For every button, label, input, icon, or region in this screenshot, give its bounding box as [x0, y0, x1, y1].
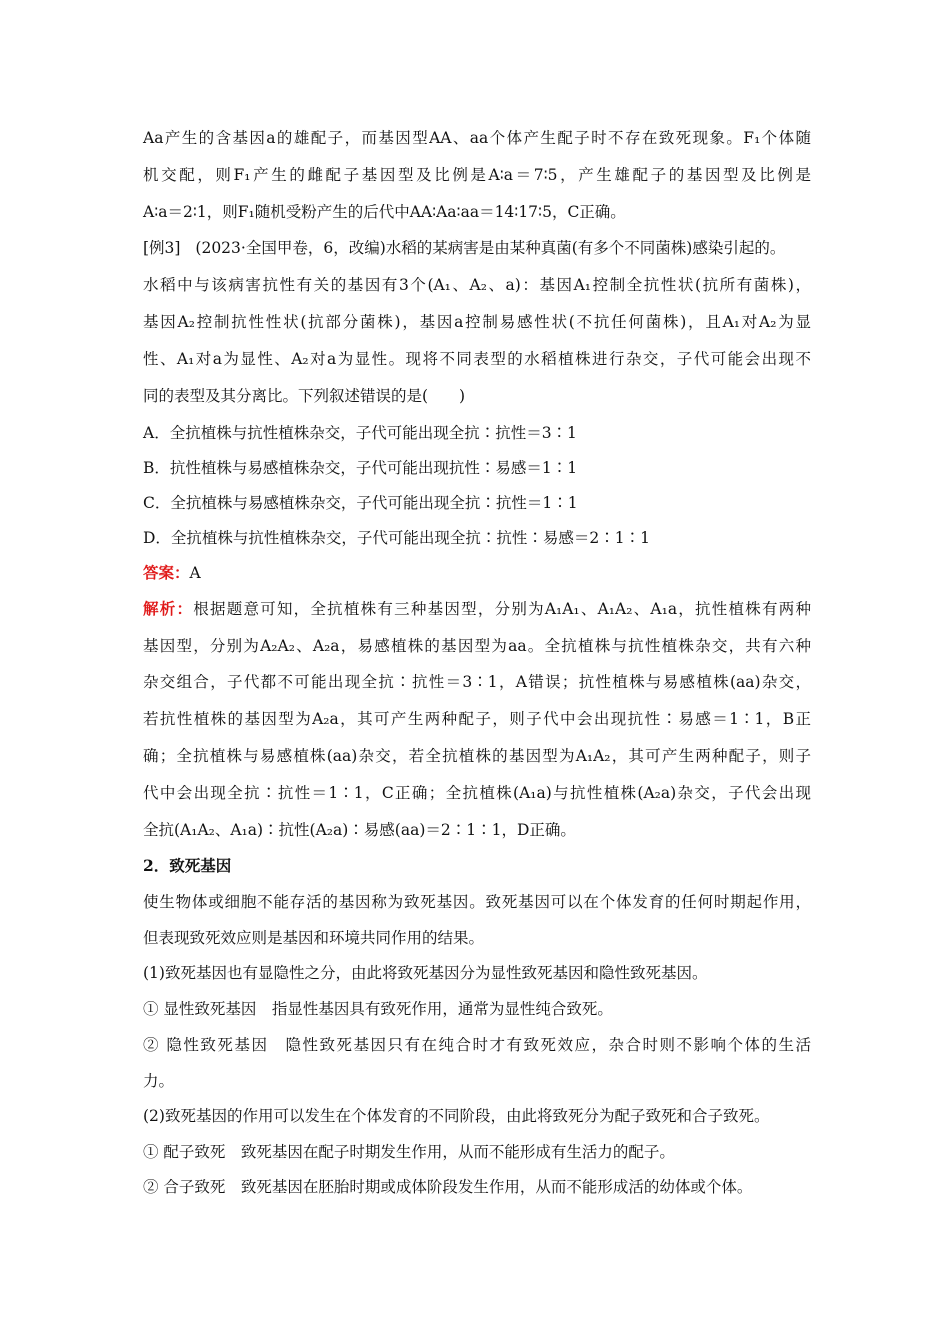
analysis-line-1 — [143, 599, 811, 619]
example3-stem-line-5: 同的表型及其分离比。下列叙述错误的是( ) — [143, 387, 466, 405]
example3-stem-line-1: 水稻的某病害是由某种真菌(有多个不同菌株)感染引起的。 — [385, 239, 786, 257]
analysis-line-6: 代中会出现全抗∶抗性＝1∶1，C正确；全抗植株(A₁a)与抗性植株(A₂a)杂交，子代会出现 — [143, 784, 811, 802]
section2-line-7: (2)致死基因的作用可以发生在个体发育的不同阶段，由此将致死分为配子致死和合子致死。 — [143, 1107, 770, 1125]
section2-line-2: 但表现致死效应则是基因和环境共同作用的结果。 — [143, 929, 485, 947]
answer-value: A — [189, 564, 201, 582]
intro-line-3: A∶a＝2∶1，则F₁随机受粉产生的后代中AA∶Aa∶aa＝14∶17∶5，C正确。 — [143, 203, 626, 221]
analysis-line-5: 确；全抗植株与易感植株(aa)杂交，若全抗植株的基因型为A₁A₂，其可产生两种配子，则子 — [143, 747, 811, 765]
section2-line-1: 使生物体或细胞不能存活的基因称为致死基因。致死基因可以在个体发育的任何时期起作用， — [143, 893, 811, 911]
option-a: A．全抗植株与抗性植株杂交，子代可能出现全抗∶抗性＝3∶1 — [143, 424, 577, 442]
option-d: D．全抗植株与抗性植株杂交，子代可能出现全抗∶抗性∶易感＝2∶1∶1 — [143, 529, 651, 547]
section2-line-9: ② 合子致死 致死基因在胚胎时期或成体阶段发生作用，从而不能形成活的幼体或个体。 — [143, 1178, 753, 1196]
example3-first-line — [143, 238, 811, 258]
option-b: B．抗性植株与易感植株杂交，子代可能出现抗性∶易感＝1∶1 — [143, 459, 578, 477]
analysis-line-3: 杂交组合，子代都不可能出现全抗∶抗性＝3∶1，A错误；抗性植株与易感植株(aa)杂交， — [143, 673, 811, 691]
example3-stem-line-3: 基因A₂控制抗性性状(抗部分菌株)，基因a控制易感性状(不抗任何菌株)，且A₁对A₂为显 — [143, 313, 811, 331]
example3-label: [例3] — [143, 239, 181, 257]
analysis-line-2: 基因型，分别为A₂A₂、A₂a，易感植株的基因型为aa。全抗植株与抗性植株杂交，共有六种 — [143, 637, 811, 655]
analysis-label: 解析： — [143, 599, 194, 618]
intro-line-2: 机交配，则F₁产生的雌配子基因型及比例是A∶a＝7∶5，产生雄配子的基因型及比例是 — [143, 166, 811, 184]
example3-stem-line-2: 水稻中与该病害抗性有关的基因有3个(A₁、A₂、a)：基因A₁控制全抗性状(抗所有菌株)， — [143, 276, 811, 294]
section2-line-5: ② 隐性致死基因 隐性致死基因只有在纯合时才有致死效应，杂合时则不影响个体的生活 — [143, 1036, 811, 1054]
example3-source: (2023·全国甲卷，6，改编) — [195, 239, 386, 257]
intro-line-1: Aa产生的含基因a的雄配子，而基因型AA、aa个体产生配子时不存在致死现象。F₁个体随 — [143, 129, 811, 147]
analysis-text-1: 根据题意可知，全抗植株有三种基因型，分别为A₁A₁、A₁A₂、A₁a，抗性植株有两种 — [193, 600, 811, 618]
option-c: C．全抗植株与易感植株杂交，子代可能出现全抗∶抗性＝1∶1 — [143, 494, 578, 512]
section2-line-4: ① 显性致死基因 指显性基因具有致死作用，通常为显性纯合致死。 — [143, 1000, 613, 1018]
example3-stem-line-4: 性、A₁对a为显性、A₂对a为显性。现将不同表型的水稻植株进行杂交，子代可能会出现不 — [143, 350, 811, 368]
section2-line-6: 力。 — [143, 1072, 175, 1090]
answer-line — [143, 563, 811, 583]
section2-line-8: ① 配子致死 致死基因在配子时期发生作用，从而不能形成有生活力的配子。 — [143, 1143, 675, 1161]
answer-label: 答案： — [143, 563, 190, 582]
analysis-line-4: 若抗性植株的基因型为A₂a，其可产生两种配子，则子代中会出现抗性∶易感＝1∶1，B正 — [143, 710, 811, 728]
section2-line-3: (1)致死基因也有显隐性之分，由此将致死基因分为显性致死基因和隐性致死基因。 — [143, 964, 708, 982]
analysis-line-7: 全抗(A₁A₂、A₁a)∶抗性(A₂a)∶易感(aa)＝2∶1∶1，D正确。 — [143, 821, 576, 839]
section2-heading: 2．致死基因 — [143, 856, 232, 875]
